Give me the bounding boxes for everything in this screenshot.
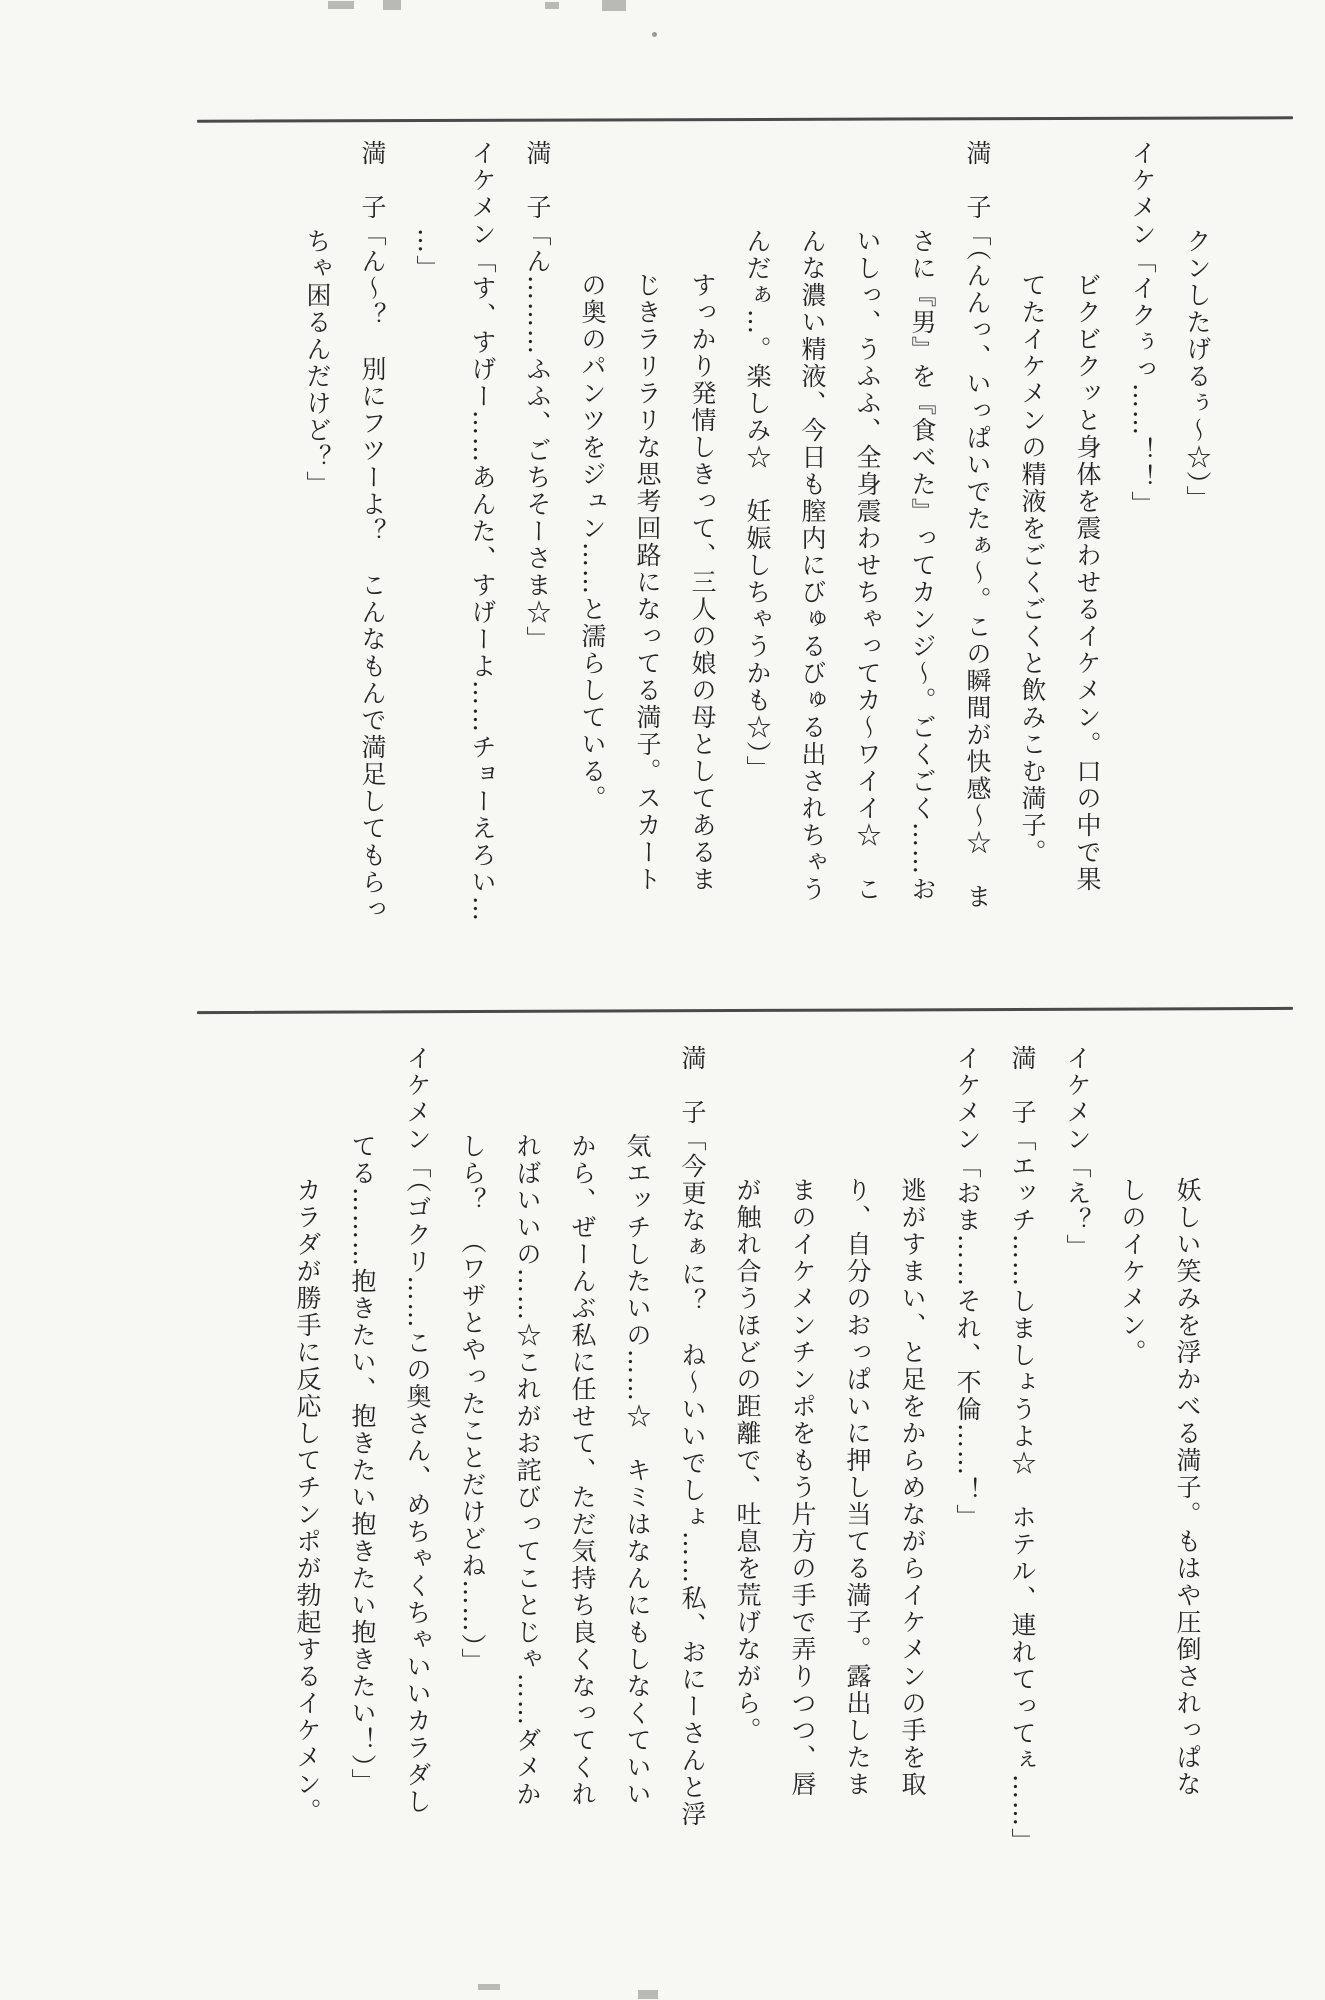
text-column: の奥のパンツをジュン……と濡らしている。 — [578, 272, 607, 812]
text-column: イケメン「おま……それ、不倫……！」 — [953, 1045, 982, 1531]
top-rule — [197, 116, 1293, 122]
scan-artifact — [638, 1990, 658, 1999]
text-column: ちゃ困るんだけど？」 — [303, 228, 332, 498]
text-column: 満 子「今更なぁに？ ね～いいでしょ……私、おにーさんと浮 — [678, 1045, 707, 1828]
text-column: が触れ合うほどの距離で、吐息を荒げながら。 — [733, 1177, 762, 1744]
scan-artifact — [652, 32, 657, 37]
text-column: 気エッチしたいの……☆ キミはなんにもしなくていい — [623, 1133, 652, 1808]
scan-artifact — [478, 1984, 500, 1990]
text-column: んな濃い精液、今日も膣内にびゅるびゅる出されちゃう — [798, 228, 827, 903]
text-column: しのイケメン。 — [1118, 1177, 1147, 1366]
text-column: 妖しい笑みを浮かべる満子。もはや圧倒されっぱな — [1173, 1177, 1202, 1798]
text-column: いしっ、うふふ、全身震わせちゃってカ～ワイイ☆ こ — [853, 228, 882, 903]
scan-artifact — [545, 2, 559, 9]
text-column: んだぁ…。楽しみ☆ 妊娠しちゃうかも☆）」 — [743, 228, 772, 783]
text-column: すっかり発情しきって、三人の娘の母としてあるま — [688, 272, 717, 893]
scan-artifact — [383, 0, 401, 10]
scan-artifact — [328, 1, 354, 9]
text-column: イケメン「（ゴクリ……この奥さん、めちゃくちゃいいカラダし — [403, 1045, 432, 1816]
text-column: しら？ （ワザとやったことだけどね……）」 — [458, 1133, 487, 1675]
section-divider-rule — [197, 1007, 1293, 1014]
text-column: 満 子「（んんっ、いっぱいでたぁ～。この瞬間が快感～☆ ま — [963, 140, 992, 911]
text-column: まのイケメンチンポをもう片方の手で弄りつつ、唇 — [788, 1177, 817, 1798]
text-column: さに『男』を『食べた』ってカンジ～。ごくごく……お — [908, 228, 937, 903]
text-column: 満 子「ん～？ 別にフツーよ？ こんなもんで満足してもらっ — [358, 140, 387, 923]
text-column: イケメン「え？」 — [1063, 1045, 1092, 1261]
text-column: ればいいの……☆これがお詫びってことじゃ……ダメか — [513, 1133, 542, 1808]
text-column: イケメン「す、すげー……あんた、すげーよ……チョーえろい… — [468, 140, 497, 923]
script-section-top — [290, 140, 1225, 978]
text-column: ビクビクッと身体を震わせるイケメン。口の中で果 — [1073, 272, 1102, 893]
text-column: イケメン「イクぅっ……！！」 — [1128, 140, 1157, 518]
text-column: …」 — [413, 228, 442, 282]
text-column: てたイケメンの精液をごくごくと飲みこむ満子。 — [1018, 272, 1047, 866]
text-column: 満 子「エッチ……しましょうよ☆ ホテル、連れてってぇ……」 — [1008, 1045, 1037, 1855]
text-column: クンしたげるぅ～☆）」 — [1183, 228, 1212, 513]
scan-artifact — [602, 0, 626, 11]
script-section-bottom — [280, 1045, 1215, 1893]
text-column: じきラリラリな思考回路になってる満子。スカート — [633, 272, 662, 893]
text-column: 逃がすまい、と足をからめながらイケメンの手を取 — [898, 1177, 927, 1798]
text-column: から、ぜーんぶ私に任せて、ただ気持ち良くなってくれ — [568, 1133, 597, 1808]
text-column: カラダが勝手に反応してチンポが勃起するイケメン。 — [293, 1177, 322, 1825]
text-column: り、自分のおっぱいに押し当てる満子。露出したま — [843, 1177, 872, 1798]
text-column: 満 子「ん………ふふ、ごちそーさま☆」 — [523, 140, 552, 653]
text-column: てる………抱きたい、抱きたい抱きたい抱きたい！）」 — [348, 1133, 377, 1796]
